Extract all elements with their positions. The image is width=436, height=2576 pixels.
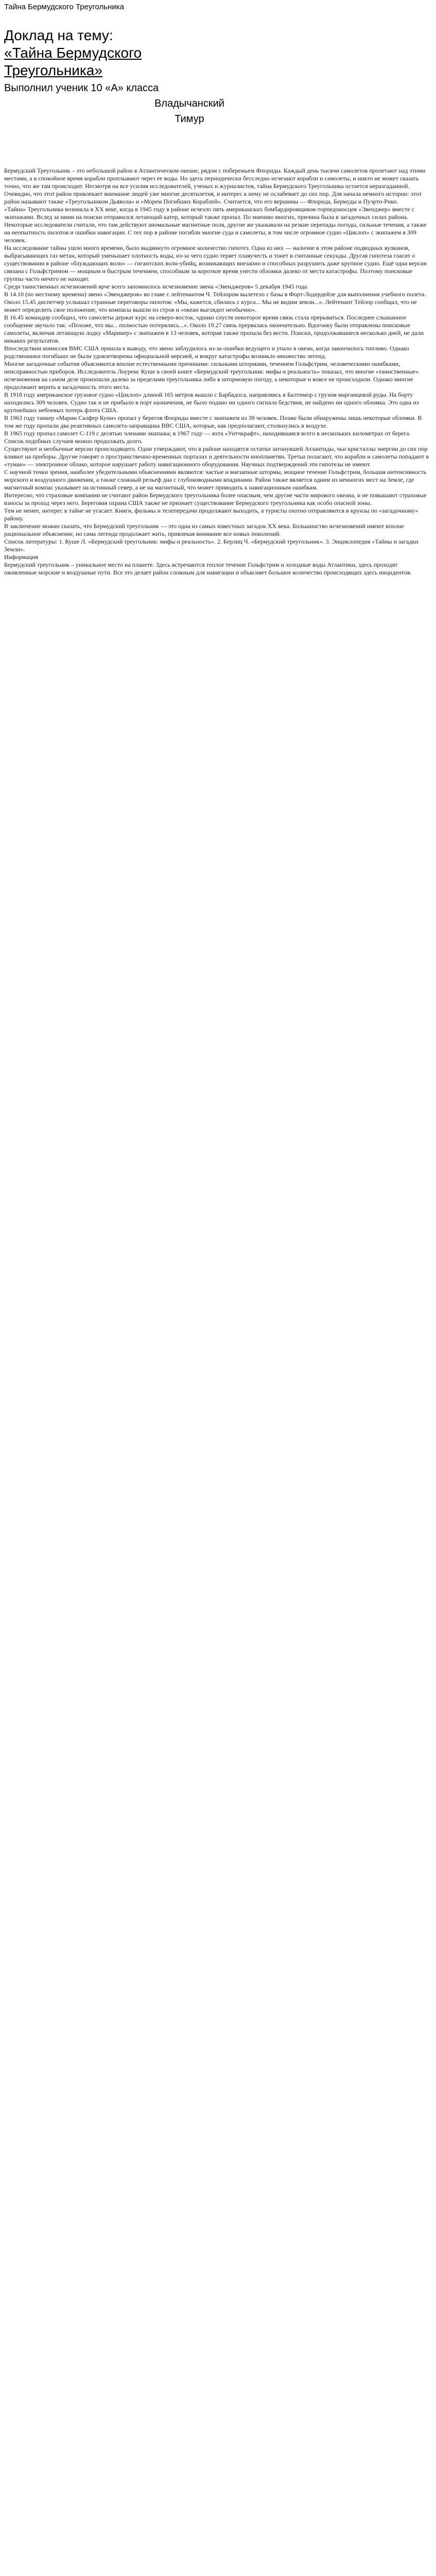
report-topic-line2: Треугольника» bbox=[4, 62, 102, 78]
body-paragraph: В 1918 году американское грузовое судно «Циклоп» длиной 165 метров вышло с Барбадоса, направляясь в Балтимор с грузом марганцевой руды. На борту находились 309 человек. Судно так и не прибыло в порт назначения, не было подано ни одного сигнала бедствия, не найдено ни одного обломка. Это одна из крупнейших небоевых потерь флота США. bbox=[4, 391, 419, 414]
body-paragraph: В 14.10 (по местному времени) звено «Эвенджеров» во главе с лейтенантом Ч. Тейлором вылетело с базы в Форт-Лодердейле для выполнения учебного полета. Около 15.45 диспетчер услышал странные переговоры пилотов: «Мы, кажется, сбились с курса... Мы не видим земли...». Лейтенант Тейлор сообщал, что не может определить свое положение, что компасы вышли из строя и «океан выглядит необычно». bbox=[4, 291, 426, 313]
body-paragraph: В 1965 году пропал самолет C-119 с десятью членами экипажа; в 1967 году — яхта «Уитчкрафт», находившаяся всего в нескольких километрах от берега. Список подобных случаев можно продолжать долго. bbox=[4, 430, 411, 445]
author-first-name: Владычанский bbox=[154, 98, 224, 109]
body-paragraph: В 16.45 командир сообщил, что самолеты держат курс на северо-восток, однако спустя некоторое время связь стала прерываться. Последнее слышанное сообщение звучало так: «Похоже, что мы... полностью потерялись...». Около 19.27 связь прервалась окончательно. Вдогонку были отправлены поисковые самолеты, включая летающую лодку «Маринер» с экипажем в 13 человек, которая также пропала без вести. Поиски, продолжавшиеся несколько дней, не дали никаких результатов. bbox=[4, 314, 424, 344]
body-paragraph: С научной точки зрения, наиболее убедительными объяснениями являются: частые и внезапные штормы, мощное течение Гольфстрим, большая интенсивность морского и воздушного движения, а также сложный рельеф дна с глубоководными впадинами. Район также является одним из немногих мест на Земле, где магнитный компас указывает на истинный север, а не на магнитный, что может приводить к навигационным ошибкам. bbox=[4, 468, 427, 491]
body-paragraph: «Тайна» Треугольника возникла в XX веке, когда в 1945 году в районе исчезло пять американских бомбардировщиков-торпедоносцев «Эвенджер» вместе с экипажами. Вслед за ними на поиски отправился летающий катер, который также пропал. По мнению многих, причина была в загадочных силах района. Некоторые исследователи считали, что там действуют аномальные магнитные поля, другие же указывали на резкие перепады погоды, сильные течения, а также на неопытность пилотов и ошибки навигации. С тех пор в районе погибли многие суда и самолеты, в том числе огромное судно «Циклоп» с экипажем в 309 человек. bbox=[4, 206, 427, 244]
body-paragraph: В заключение можно сказать, что Бермудский треугольник — это одна из самых известных загадок XX века. Большинство исчезновений имеют вполне рациональное объяснение, но сама легенда продолжает жить, привлекая внимание все новых поколений. bbox=[4, 522, 404, 537]
report-heading: Доклад на тему: bbox=[4, 27, 113, 43]
body-paragraph: Информация bbox=[4, 553, 38, 561]
body-paragraph: В 1963 году танкер «Марин Салфер Куин» пропал у берегов Флориды вместе с экипажем из 39 человек. Позже были обнаружены лишь некоторые обломки. В том же году пропали два реактивных самолета-заправщика ВВС США, которые, как предполагают, столкнулись в воздухе. bbox=[4, 414, 422, 429]
body-paragraph: Тем не менее, интерес к тайне не угасает. Книги, фильмы и телепередачи продолжают выходить, а туристы охотно отправляются в круизы по «загадочному» району. bbox=[4, 507, 418, 522]
report-body bbox=[4, 167, 431, 577]
document-header-title: Тайна Бермудского Треугольника bbox=[4, 3, 124, 11]
body-paragraph: Многие загадочные события объясняются вполне естественными причинами: сильными штормами, течением Гольфстрим, человеческими ошибками, неисправностью приборов. Исследователь Лоуренс Куше в своей книге «Бермудский треугольник: мифы и реальность» показал, что многие «таинственные» исчезновения на самом деле произошли далеко за пределами треугольника либо в штормовую погоду, а некоторые и вовсе не происходили. Однако многие продолжают верить в загадочность этого места. bbox=[4, 360, 419, 391]
body-paragraph: Бермудский треугольник – уникальное место на планете. Здесь встречаются теплое течение Гольфстрим и холодные воды Атлантики, здесь проходят оживленные морские и воздушные пути. Все это делает район сложным для навигации и объясняет большое количество происходящих здесь инцидентов. bbox=[4, 561, 412, 576]
body-paragraph: Список литературы: 1. Куше Л. «Бермудский треугольник: мифы и реальность». 2. Берлиц Ч. «Бермудский треугольник». 3. Энциклопедия «Тайны и загадки Земли». bbox=[4, 538, 418, 553]
body-paragraph: Впоследствии комиссия ВМС США пришла к выводу, что звено заблудилось из-за ошибки ведущего и упало в океан, когда закончилось топливо. Однако родственники погибших не были удовлетворены официальной версией, и вокруг катастрофы возникло множество легенд. bbox=[4, 345, 409, 360]
body-paragraph: Бермудский Треугольник – это небольшой район в Атлантическом океане, рядом с побережьем Флориды. Каждый день тысячи самолетов пролетают над этими местами, а в спокойное время корабли проплывают через ее воды. Но здесь периодически бесследно исчезают корабли и самолеты, и никто не может сказать точно, что же там происходит. Несмотря на все усилия исследователей, ученых и журналистов, тайна Бермудского Треугольника остается неразгаданной. Очевидно, что этот район привлекает внимание людей уже многие десятилетия, и интерес к нему не ослабевает до сих пор. Для начала немного истории: этот район называют также «Треугольником Дьявола» и «Морем Погибших Кораблей». Считается, что его вершины — Флорида, Бермуды и Пуэрто-Рико. bbox=[4, 167, 426, 205]
document-page bbox=[0, 0, 436, 577]
body-paragraph: Существуют и необычные версии происходящего. Одни утверждают, что в районе находятся остатки затонувшей Атлантиды, чьи кристаллы энергии до сих пор влияют на приборы. Другие говорят о пространственно-временных порталах и деятельности инопланетян. Третьи полагают, что корабли и самолеты попадают в «туман» — электронное облако, которое нарушает работу навигационного оборудования. Научных подтверждений эти гипотезы не имеют. bbox=[4, 445, 429, 468]
body-paragraph: Среди таинственных исчезновений ярче всего запомнилось исчезновение звена «Эвенджеров» 5 декабря 1945 года. bbox=[4, 283, 309, 290]
body-paragraph: На исследование тайны ушло много времени, было выдвинуто огромное количество гипотез. Одна из них — наличие в этом районе подводных вулканов, выбрасывающих газ метан, который уменьшает плотность воды, из-за чего судно теряет плавучесть и тонет в считанные секунды. Другая гипотеза гласит о существовании в районе «блуждающих волн» — гигантских волн-убийц, возникающих внезапно и способных разрушить даже крупное судно. Ещё одна версия связана с Гольфстримом — мощным и быстрым течением, способным за короткое время унести обломки далеко от места катастрофы. Поэтому поисковые группы часто ничего не находят. bbox=[4, 244, 427, 282]
report-subtitle: Выполнил ученик 10 «А» класса bbox=[4, 82, 159, 94]
author-last-name: Тимур bbox=[175, 113, 204, 125]
body-paragraph: Интересно, что страховые компании не считают район Бермудского треугольника более опасным, чем другие части мирового океана, и не повышают страховые взносы за проход через него. Береговая охрана США также не признает существование Бермудского треугольника как особо опасной зоны. bbox=[4, 492, 427, 506]
report-topic-line1: «Тайна Бермудского bbox=[4, 45, 142, 61]
